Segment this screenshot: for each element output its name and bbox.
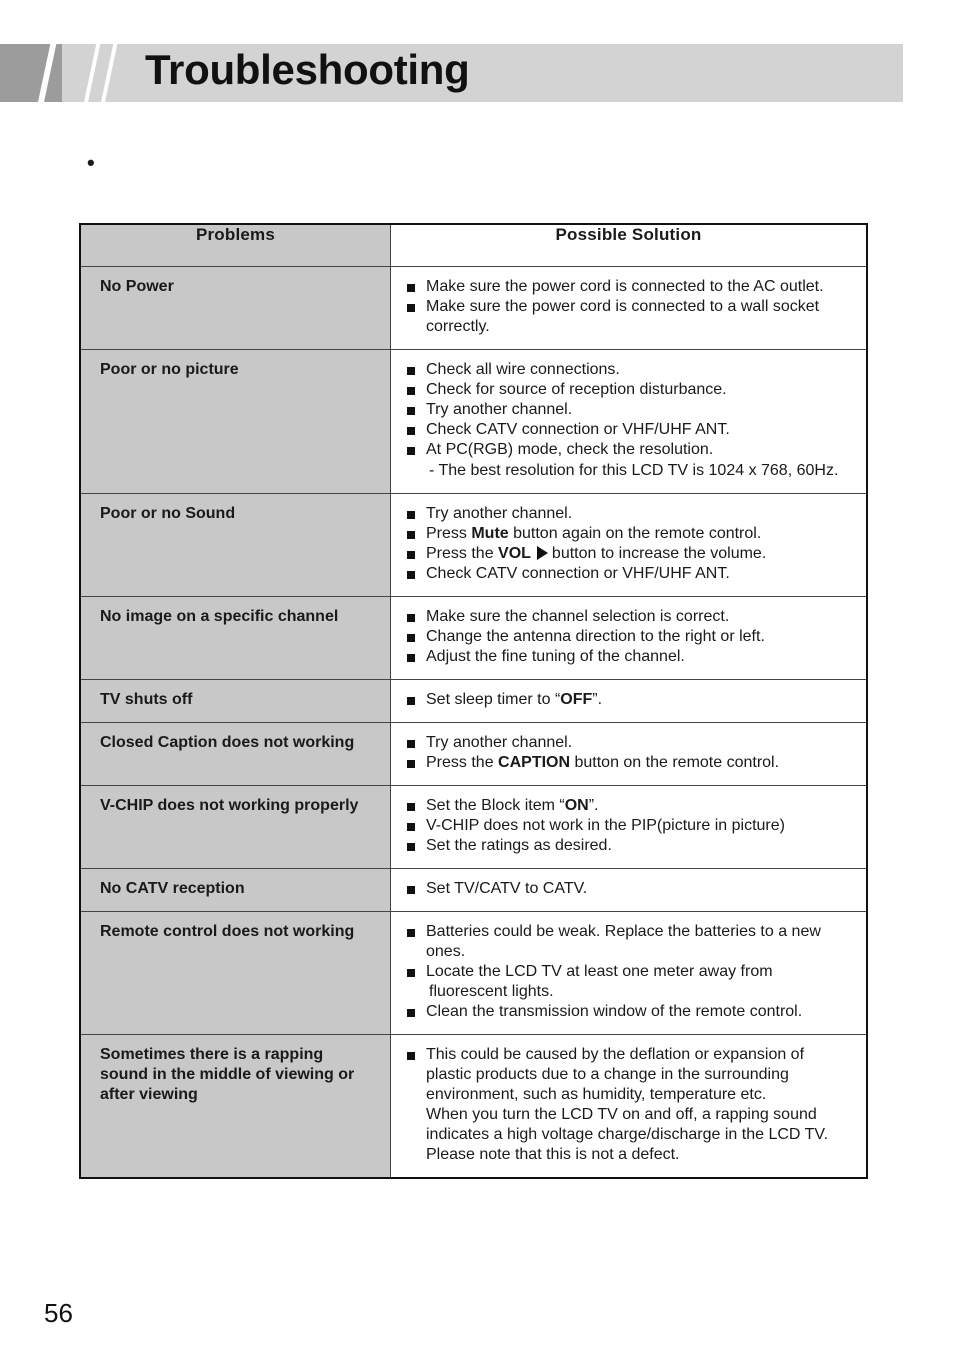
solution-item: Press Mute button again on the remote control. (405, 524, 860, 544)
table-row (80, 494, 867, 597)
problem-cell: No image on a specific channel (80, 597, 391, 680)
page-title: Troubleshooting (145, 46, 470, 93)
solution-cell (391, 723, 868, 786)
square-bullet-icon (407, 304, 415, 312)
solution-item: Check CATV connection or VHF/UHF ANT. (405, 564, 860, 584)
table-row (80, 869, 867, 912)
square-bullet-icon (407, 823, 415, 831)
solution-item: Set TV/CATV to CATV. (405, 879, 860, 899)
solution-cell (391, 350, 868, 494)
square-bullet-icon (407, 447, 415, 455)
solution-cell (391, 494, 868, 597)
solution-cell (391, 912, 868, 1035)
problem-cell: No Power (80, 267, 391, 350)
problem-cell: Poor or no picture (80, 350, 391, 494)
solution-item: Set the Block item “ON”. (405, 796, 860, 816)
square-bullet-icon (407, 740, 415, 748)
solution-item: Make sure the channel selection is correct. (405, 607, 860, 627)
square-bullet-icon (407, 284, 415, 292)
solution-item: Press the VOL button to increase the volume. (405, 544, 860, 564)
table-row (80, 680, 867, 723)
solution-cell (391, 786, 868, 869)
solution-item: Set the ratings as desired. (405, 836, 860, 856)
solution-cell (391, 1035, 868, 1179)
solution-note: - The best resolution for this LCD TV is 1024 x 768, 60Hz. (429, 462, 839, 479)
problem-cell: No CATV reception (80, 869, 391, 912)
square-bullet-icon (407, 367, 415, 375)
intro-bullet: • (87, 150, 95, 175)
square-bullet-icon (407, 551, 415, 559)
solution-paragraph: When you turn the LCD TV on and off, a rapping sound indicates a high voltage charge/discharge in the LCD TV. Please note that this is not a defect. (426, 1106, 829, 1163)
table-row (80, 723, 867, 786)
solution-item: This could be caused by the deflation or expansion of plastic products due to a change in the surrounding environment, such as humidity, temperature etc. (405, 1045, 844, 1105)
solution-item: Adjust the fine tuning of the channel. (405, 647, 860, 667)
square-bullet-icon (407, 843, 415, 851)
solution-item: Press the CAPTION button on the remote control. (405, 753, 860, 773)
square-bullet-icon (407, 511, 415, 519)
square-bullet-icon (407, 803, 415, 811)
solution-item: Check all wire connections. (405, 360, 860, 380)
solution-cell (391, 597, 868, 680)
play-triangle-icon (537, 546, 548, 560)
table-row (80, 786, 867, 869)
square-bullet-icon (407, 1009, 415, 1017)
solution-item: At PC(RGB) mode, check the resolution. (405, 440, 860, 460)
square-bullet-icon (407, 387, 415, 395)
solution-item: Try another channel. (405, 400, 860, 420)
solution-item: Make sure the power cord is connected to a wall socket correctly. (405, 297, 860, 337)
solution-item: Make sure the power cord is connected to the AC outlet. (405, 277, 860, 297)
square-bullet-icon (407, 697, 415, 705)
solution-item: Try another channel. (405, 504, 860, 524)
solution-cell (391, 267, 868, 350)
square-bullet-icon (407, 969, 415, 977)
square-bullet-icon (407, 427, 415, 435)
square-bullet-icon (407, 929, 415, 937)
solution-item: Locate the LCD TV at least one meter away from (405, 962, 860, 982)
problem-cell: Sometimes there is a rapping sound in the middle of viewing or after viewing (80, 1035, 391, 1179)
square-bullet-icon (407, 634, 415, 642)
solution-item: Check for source of reception disturbance. (405, 380, 860, 400)
problem-cell: TV shuts off (80, 680, 391, 723)
table-header-row (80, 224, 867, 267)
table-row (80, 350, 867, 494)
page-number: 56 (44, 1298, 73, 1328)
square-bullet-icon (407, 1052, 415, 1060)
problem-cell: Remote control does not working (80, 912, 391, 1035)
troubleshooting-table (79, 223, 868, 1179)
solution-item: Set sleep timer to “OFF”. (405, 690, 860, 710)
solution-item: Change the antenna direction to the right or left. (405, 627, 860, 647)
solution-continuation: fluorescent lights. (429, 983, 554, 1000)
solution-item: Check CATV connection or VHF/UHF ANT. (405, 420, 860, 440)
column-header-solution: Possible Solution (391, 224, 868, 267)
solution-item: Clean the transmission window of the remote control. (405, 1002, 860, 1022)
problem-cell: Poor or no Sound (80, 494, 391, 597)
solution-item: V-CHIP does not work in the PIP(picture in picture) (405, 816, 860, 836)
square-bullet-icon (407, 531, 415, 539)
table-row (80, 597, 867, 680)
solution-cell (391, 680, 868, 723)
square-bullet-icon (407, 760, 415, 768)
square-bullet-icon (407, 407, 415, 415)
table-row (80, 1035, 867, 1179)
square-bullet-icon (407, 654, 415, 662)
square-bullet-icon (407, 614, 415, 622)
column-header-problems: Problems (80, 224, 391, 267)
solution-cell (391, 869, 868, 912)
problem-cell: Closed Caption does not working (80, 723, 391, 786)
square-bullet-icon (407, 886, 415, 894)
solution-item: Try another channel. (405, 733, 860, 753)
solution-item: Batteries could be weak. Replace the batteries to a new ones. (405, 922, 860, 962)
table-row (80, 267, 867, 350)
table-row (80, 912, 867, 1035)
square-bullet-icon (407, 571, 415, 579)
problem-cell: V-CHIP does not working properly (80, 786, 391, 869)
